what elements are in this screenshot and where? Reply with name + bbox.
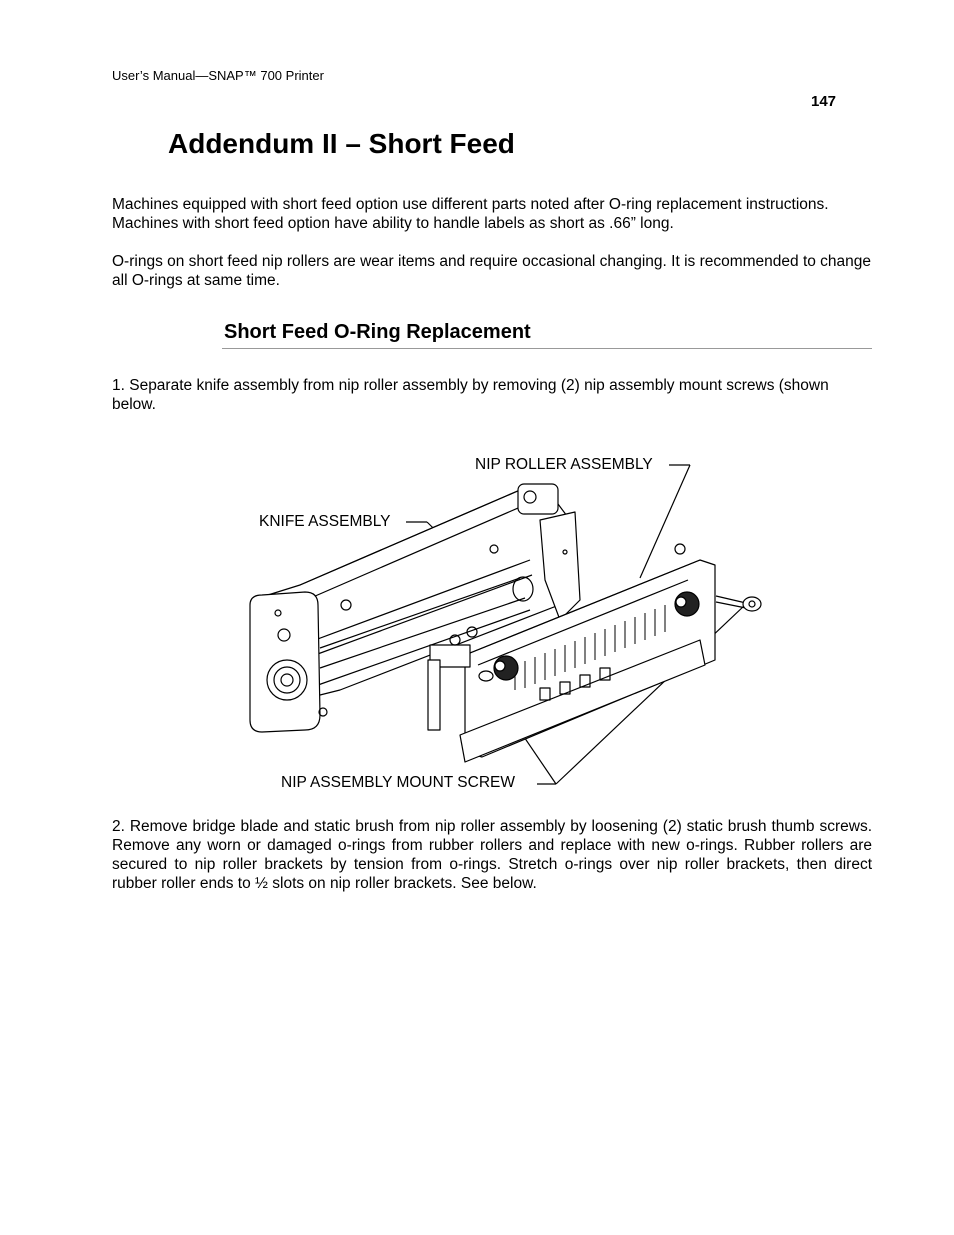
page-number: 147 — [811, 93, 837, 110]
step-1-text: 1. Separate knife assembly from nip roller assembly by removing (2) nip assembly mount screws (shown below. — [112, 377, 829, 413]
label-nip-assembly-mount-screw: NIP ASSEMBLY MOUNT SCREW — [281, 774, 515, 791]
running-header: User’s Manual—SNAP™ 700 Printer — [112, 68, 324, 83]
label-knife-assembly: KNIFE ASSEMBLY — [259, 513, 391, 530]
section-heading-rule — [222, 348, 872, 349]
page-title: Addendum II – Short Feed — [168, 128, 515, 159]
assembly-diagram — [230, 450, 770, 800]
intro-paragraph-1: Machines equipped with short feed option use different parts noted after O-ring replacement instructions. Machines with short feed option have ability to handle labels as short as .66” long. — [112, 196, 829, 232]
step-2-text: 2. Remove bridge blade and static brush from nip roller assembly by loosening (2) static brush thumb screws. Remove any worn or damaged o-rings from rubber rollers and replace with new o-rings. Rubber rollers are secured to nip roller brackets by tension from o-rings. Stretch o-rings over nip roller brackets, then direct rubber roller ends to ½ slots on nip roller brackets. See below. — [112, 818, 872, 892]
section-heading: Short Feed O-Ring Replacement — [224, 321, 531, 343]
label-nip-roller-assembly: NIP ROLLER ASSEMBLY — [475, 456, 653, 473]
intro-paragraph-2: O-rings on short feed nip rollers are wear items and require occasional changing. It is recommended to change all O-rings at same time. — [112, 253, 872, 289]
